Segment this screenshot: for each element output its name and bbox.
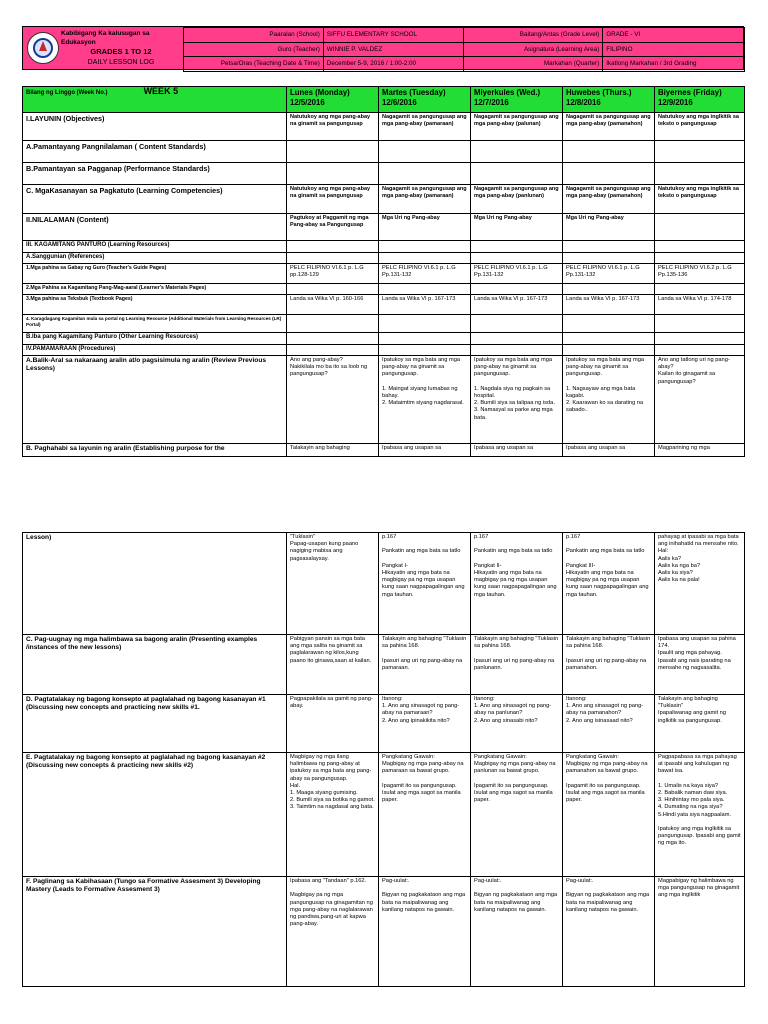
row-label: B.Pamantayan sa Pagganap (Performance Standards)	[23, 163, 287, 185]
cell-friday	[655, 253, 745, 264]
row-label: A.Balik-Aral sa nakaraang aralin at/o pagsisimula ng aralin (Review Previous Lessons)	[23, 356, 287, 444]
cell-tuesday: PELC FILIPINO VI.6.1 p. L.G Pp.131-132	[379, 264, 471, 284]
cell-wednesday	[471, 241, 563, 253]
header-title-block	[61, 29, 181, 67]
header-dll-title: DAILY LESSON LOG	[87, 59, 155, 66]
day-header-friday: Biyernes (Friday) 12/9/2016	[655, 87, 745, 113]
cell-monday	[287, 345, 379, 356]
row-label: B.Iba pang Kagamitang Panturo (Other Learning Resources)	[23, 333, 287, 345]
cell-wednesday: Landa sa Wika VI p. 167-173	[471, 295, 563, 315]
cell-monday	[287, 253, 379, 264]
cell-thursday: Ipabasa ang usapan sa	[563, 444, 655, 457]
cell-friday	[655, 241, 745, 253]
cell-wednesday: p.167 Pankatin ang mga bata sa tatlo Pangkat II- Hikayatin ang mga bata na magbigay pa ng mga usapan kung saan nagpapagalingan ang mga tauhan.	[471, 533, 563, 635]
cell-tuesday: Itanong: 1. Ano ang sinasagot ng pang-abay na pamaraan? 2. Ano ang ipinakikita nito?	[379, 695, 471, 753]
row-label: D. Pagtatalakay ng bagong konsepto at paglalahad ng bagong kasanayan #1 (Discussing new concepts and practicing new skills #1.	[23, 695, 287, 753]
cell-friday: Talakayin ang bahaging "Tuklasin" Ipapaliwanag ang gamit ng inglkitik sa pangungusap.	[655, 695, 745, 753]
cell-wednesday: Pangkatang Gawain: Magbigay ng mga pang-abay na panlunan sa bawat grupo. Ipagamit ito sa pangungusap. Isulat ang mga sagot sa manila paper.	[471, 753, 563, 877]
teacher-value: WINNIE P. VALDEZ	[323, 42, 463, 57]
cell-wednesday: Ipabasa ang usapan sa	[471, 444, 563, 457]
cell-monday: Landa sa Wika VI p. 160-166	[287, 295, 379, 315]
cell-wednesday: Ipatukoy sa mga bata ang mga pang-abay na ginamit sa pangungusap. 1. Nagdala siya ng pagkain sa hospital. 2. Bumili siya sa talipaa ng isda. 3. Namasyal sa parke ang mga bata.	[471, 356, 563, 444]
dll-header	[22, 26, 744, 70]
row-purpose-start	[23, 444, 745, 457]
row-label: I.LAYUNIN (Objectives)	[23, 113, 287, 141]
cell-thursday	[563, 253, 655, 264]
cell-thursday: Talakayin ang bahaging "Tuklasin sa pahina 168. Ipasuri ang uri ng pang-abay na pamanahon.	[563, 635, 655, 695]
cell-monday: Pagtukoy at Paggamit ng mga Pang-abay sa Pangungusap	[287, 214, 379, 241]
cell-thursday: Landa sa Wika VI p. 167-173	[563, 295, 655, 315]
header-row-school	[184, 28, 745, 43]
row-procedures	[23, 345, 745, 356]
cell-tuesday: Talakayin ang bahaging "Tuklasin sa pahina 168. Ipasuri ang uri ng pang-abay na pamaraan.	[379, 635, 471, 695]
cell-friday: Ipabasa ang usapan sa pahina 174. Ipaulit ang mga pahayag. Ipasabi ang nais iparating na mensahe ng nagsasalita.	[655, 635, 745, 695]
cell-wednesday	[471, 345, 563, 356]
row-label: Lesson)	[23, 533, 287, 635]
cell-tuesday: Pangkatang Gawain: Magbigay ng mga pang-abay na pamaraan sa bawat grupo. Ipagamit ito sa pangungusap. Isulat ang mga sagot sa manila paper.	[379, 753, 471, 877]
cell-wednesday	[471, 163, 563, 185]
learning-area-value: FILIPINO	[603, 42, 745, 57]
day-header-thursday: Huwebes (Thurs.) 12/8/2016	[563, 87, 655, 113]
quarter-label: Markahan (Quarter)	[463, 57, 603, 72]
cell-tuesday: Nagagamit sa pangungusap ang mga pang-abay (pamaraan)	[379, 185, 471, 214]
cell-friday: Landa sa Wika VI p. 174-178	[655, 295, 745, 315]
cell-thursday: Itanong: 1. Ano ang sinasagot ng pang-abay na pamanahon? 2. Ano ang isinasaad nito?	[563, 695, 655, 753]
cell-monday: Natutukoy ang mga pang-abay na ginamit sa pangungusap	[287, 185, 379, 214]
cell-monday	[287, 163, 379, 185]
cell-tuesday	[379, 284, 471, 295]
row-content	[23, 214, 745, 241]
cell-monday	[287, 241, 379, 253]
learning-area-label: Asignatura (Learning Area)	[463, 42, 603, 57]
cell-wednesday: Itanong: 1. Ano ang sinasagot ng pang-abay na panlunan? 2. Ano ang sinasabi nito?	[471, 695, 563, 753]
cell-friday	[655, 214, 745, 241]
cell-wednesday	[471, 315, 563, 333]
day-header-monday: Lunes (Monday) 12/5/2016	[287, 87, 379, 113]
cell-thursday: Nagagamit sa pangungusap ang mga pang-abay (pamanahon)	[563, 185, 655, 214]
cell-friday	[655, 284, 745, 295]
row-label: 1.Mga pahina sa Gabay ng Guro (Teacher's Guide Pages)	[23, 264, 287, 284]
cell-tuesday: Ipabasa ang usapan sa	[379, 444, 471, 457]
lesson-log-table-page2	[22, 532, 745, 987]
row-label: A.Sanggunian (References)	[23, 253, 287, 264]
cell-friday	[655, 315, 745, 333]
cell-wednesday	[471, 284, 563, 295]
cell-thursday: Pangkatang Gawain: Magbigay ng mga pang-abay na pamanahon sa bawat grupo. Ipagamit ito sa pangungusap. Isulat ang mga sagot sa manila paper.	[563, 753, 655, 877]
row-additional-materials	[23, 315, 745, 333]
week-number-cell	[23, 87, 287, 113]
row-presenting-examples	[23, 635, 745, 695]
row-label: II.NILALAMAN (Content)	[23, 214, 287, 241]
cell-tuesday: Pag-uulat:. Bigyan ng pagkakataon ang mga bata na maipaliwanag ang kanilang natapos na gawain.	[379, 877, 471, 987]
cell-friday: Natutukoy ang mga inglkitik sa teksto o pangungusap	[655, 113, 745, 141]
row-objectives	[23, 113, 745, 141]
header-row-teacher	[184, 42, 745, 57]
cell-tuesday: Nagagamit sa pangungusap ang mga pang-abay (pamaraan)	[379, 113, 471, 141]
cell-friday: pahayag at ipasabi sa mga bata ang inihahatid na mensahe nito. Hal: Aalis ka? Aalis ka nga ba? Aalis ka siya? Aalis ka na pala!	[655, 533, 745, 635]
row-label: C. MgaKasanayan sa Pagkatuto (Learning Competencies)	[23, 185, 287, 214]
cell-thursday: Ipatukoy sa mga bata ang mga pang-abay na ginamit sa pangungusap. 1. Nagsayaw ang mga bata kagabi. 2. Kaarawan ko sa darating na sabado..	[563, 356, 655, 444]
cell-wednesday: Nagagamit sa pangungusap ang mga pang-abay (palunan)	[471, 113, 563, 141]
row-label: C. Pag-uugnay ng mga halimbawa sa bagong aralin (Presenting examples /instances of the new lessons)	[23, 635, 287, 695]
cell-friday	[655, 345, 745, 356]
cell-tuesday	[379, 253, 471, 264]
cell-monday: Magbigay ng mga ilang halimbawa ng pang-abay at ipatukoy sa mga bata ang pang-abay sa pangungusap. Hal. 1. Maaga siyang gumising. 2. Bumili siya sa botika ng gamot. 3. Taimtim na nagdasal ang bata.	[287, 753, 379, 877]
cell-monday: Pabigyan pansin sa mga bata ang mga salita na ginamit sa paglalarawan ng kilos,kung paano ito ginawa,saan at kailan.	[287, 635, 379, 695]
cell-tuesday: p.167 Pankatin ang mga bata sa tatlo Pangkat I- Hikayatin ang mga bata na magbigay pa ng mga usapan kung saan nagpapagalingan ang mga tauhan.	[379, 533, 471, 635]
cell-friday: Ano ang tatlong uri ng pang-abay? Kailan ito ginagamit sa pangungusap?	[655, 356, 745, 444]
cell-wednesday	[471, 333, 563, 345]
cell-tuesday	[379, 345, 471, 356]
row-performance-standards	[23, 163, 745, 185]
cell-friday: Magpabigay ng halimbawa ng mga pangungusap na ginagamit ang mga inglkitik	[655, 877, 745, 987]
row-content-standards	[23, 141, 745, 163]
cell-monday: Natutukoy ang mga pang-abay na ginamit sa pangungusap	[287, 113, 379, 141]
cell-friday: PELC FILIPINO VI.6.2 p. L.G Pp.135-136	[655, 264, 745, 284]
cell-thursday	[563, 345, 655, 356]
cell-friday: Natutukoy ang mga inglkitik sa teksto o pangungusap	[655, 185, 745, 214]
cell-tuesday: Landa sa Wika VI p. 167-173	[379, 295, 471, 315]
row-label: IV.PAMAMARAAN (Procedures)	[23, 345, 287, 356]
cell-thursday	[563, 284, 655, 295]
grade-level-label: Baitang/Antas (Grade Level)	[463, 28, 603, 43]
header-grades: GRADES 1 TO 12	[90, 47, 152, 56]
date-label: Petsa/Oras (Teaching Date & Time)	[184, 57, 324, 72]
row-references	[23, 253, 745, 264]
cell-tuesday: Ipatukoy sa mga bata ang mga pang-abay na ginamit sa pangungusap. 1. Maingat siyang lumabas ng bahay. 2. Mataimtim siyang nagdarasal.	[379, 356, 471, 444]
row-label: B. Paghahabi sa layunin ng aralin (Establishing purpose for the	[23, 444, 287, 457]
row-new-concepts-2	[23, 753, 745, 877]
row-label: F. Paglinang sa Kabihasaan (Tungo sa Formative Assesment 3) Developing Mastery (Leads to Formative Assesment 3)	[23, 877, 287, 987]
quarter-value: Ikatlong Markahan / 3rd Grading	[603, 57, 745, 72]
grade-level-value: GRADE - VI	[603, 28, 745, 43]
cell-thursday: PELC FILIPINO VI.6.1 p. L.G Pp.131-132	[563, 264, 655, 284]
header-info-table	[183, 27, 745, 72]
cell-monday	[287, 284, 379, 295]
cell-monday: Talakayin ang bahaging	[287, 444, 379, 457]
cell-monday	[287, 141, 379, 163]
day-header-tuesday: Martes (Tuesday) 12/6/2016	[379, 87, 471, 113]
cell-friday: Magparining ng mga	[655, 444, 745, 457]
row-other-resources	[23, 333, 745, 345]
cell-tuesday	[379, 141, 471, 163]
cell-thursday: Mga Uri ng Pang-abay	[563, 214, 655, 241]
cell-thursday	[563, 333, 655, 345]
date-value: December 5-9, 2016 / 1:00-2:00	[323, 57, 463, 72]
day-header-wednesday: Miyerkules (Wed.) 12/7/2016	[471, 87, 563, 113]
week-number-label: Bilang ng Linggo (Week No.)	[26, 90, 108, 96]
cell-thursday: Nagagamit sa pangungusap ang mga pang-abay (pamanahon)	[563, 113, 655, 141]
cell-tuesday	[379, 333, 471, 345]
cell-tuesday: Mga Uri ng Pang-abay	[379, 214, 471, 241]
cell-wednesday: Nagagamit sa pangungusap ang mga pang-abay (panlunan)	[471, 185, 563, 214]
row-purpose-continued	[23, 533, 745, 635]
row-label: 2.Mga Pahina sa Kagamitang Pang-Mag-aaral (Learner's Materials Pages)	[23, 284, 287, 295]
cell-wednesday: Pag-uulat:. Bigyan ng pagkakataon ang mga bata na maipaliwanag ang kanilang natapos na gawain.	[471, 877, 563, 987]
cell-thursday	[563, 141, 655, 163]
cell-thursday	[563, 315, 655, 333]
cell-monday: "Tuklasin" Papag-usapan kung paano nagiging mabisa ang pagsasalaysay.	[287, 533, 379, 635]
row-textbook	[23, 295, 745, 315]
row-label: A.Pamantayang Pangnilalaman ( Content Standards)	[23, 141, 287, 163]
row-new-concepts-1	[23, 695, 745, 753]
cell-friday	[655, 163, 745, 185]
week-header-row	[23, 87, 745, 113]
school-value: SIFFU ELEMENTARY SCHOOL	[323, 28, 463, 43]
cell-friday	[655, 333, 745, 345]
row-label: 3.Mga pahina sa Teksbuk (Textbook Pages)	[23, 295, 287, 315]
cell-tuesday	[379, 163, 471, 185]
cell-friday: Pagpapabasa sa mga pahayag at ipasabi ang kahulugan ng bawat isa. 1. Umalis na kaya siya? 2. Babalik naman daw siya. 3. Hinihintay mo pala siya. 4. Dumating na nga siya? 5.Hindi yata siya nagpaalam. Ipatukoy ang mga inglkitik sa pangungusap. Ipasabi ang gamit ng mga ito.	[655, 753, 745, 877]
cell-thursday: Pag-uulat:. Bigyan ng pagkakataon ang mga bata na maipaliwanag ang kanilang natapos na gawain.	[563, 877, 655, 987]
cell-friday	[655, 141, 745, 163]
cell-tuesday	[379, 315, 471, 333]
row-developing-mastery	[23, 877, 745, 987]
cell-monday: Pagpapakilala sa gamit ng pang-abay.	[287, 695, 379, 753]
cell-thursday	[563, 241, 655, 253]
cell-wednesday: Talakayin ang bahaging "Tuklasin sa pahina 168. Ipasuri ang uri ng pang-abay na panlunann.	[471, 635, 563, 695]
cell-monday: PELC FILIPINO VI.6.1 p. L.G pp.128-129	[287, 264, 379, 284]
row-teachers-guide	[23, 264, 745, 284]
cell-thursday: p.167 Pankatin ang mga bata sa tatlo Pangkat III- Hikayatin ang mga bata na magbigay pa ng mga usapan kung saan nagpapagalingan ang mga tauhan.	[563, 533, 655, 635]
cell-monday	[287, 333, 379, 345]
deped-seal-logo	[27, 32, 59, 64]
row-review	[23, 356, 745, 444]
cell-wednesday: Mga Uri ng Pang-abay	[471, 214, 563, 241]
week-value: WEEK 5	[143, 86, 179, 96]
cell-tuesday	[379, 241, 471, 253]
row-label: E. Pagtatalakay ng bagong konsepto at paglalahad ng bagong kasanayan #2 (Discussing new concepts & practicing new skills #2)	[23, 753, 287, 877]
cell-wednesday: PELC FILIPINO VI.6.1 p. L.G Pp.131-132	[471, 264, 563, 284]
cell-monday: Ano ang pang-abay? Nakikilala mo ba ito sa loob ng pangungusap?	[287, 356, 379, 444]
header-row-date	[184, 57, 745, 72]
row-label: 4. Karagdagang Kagamitan mula sa portal ng Learning Resource (Additional Materials from Learning Resources (LR) Portal)	[23, 315, 287, 333]
header-line1: Kabibigang Ka kalusugan sa Edukasyon	[61, 30, 150, 46]
row-learning-resources	[23, 241, 745, 253]
school-label: Paaralan (School)	[184, 28, 324, 43]
row-label: III. KAGAMITANG PANTURO (Learning Resources)	[23, 241, 287, 253]
row-learning-competencies	[23, 185, 745, 214]
cell-thursday	[563, 163, 655, 185]
teacher-label: Guro (Teacher)	[184, 42, 324, 57]
cell-monday	[287, 315, 379, 333]
row-learners-materials	[23, 284, 745, 295]
cell-monday: Ipabasa ang "Tandaan" p.162. Magbigay pa ng mga pangungusap na ginagamitan ng mga pang-abay na naglalarawan ng pandiwa,pang-uri at kapwa pang-abay.	[287, 877, 379, 987]
cell-wednesday	[471, 253, 563, 264]
cell-wednesday	[471, 141, 563, 163]
lesson-log-table-page1	[22, 86, 745, 457]
